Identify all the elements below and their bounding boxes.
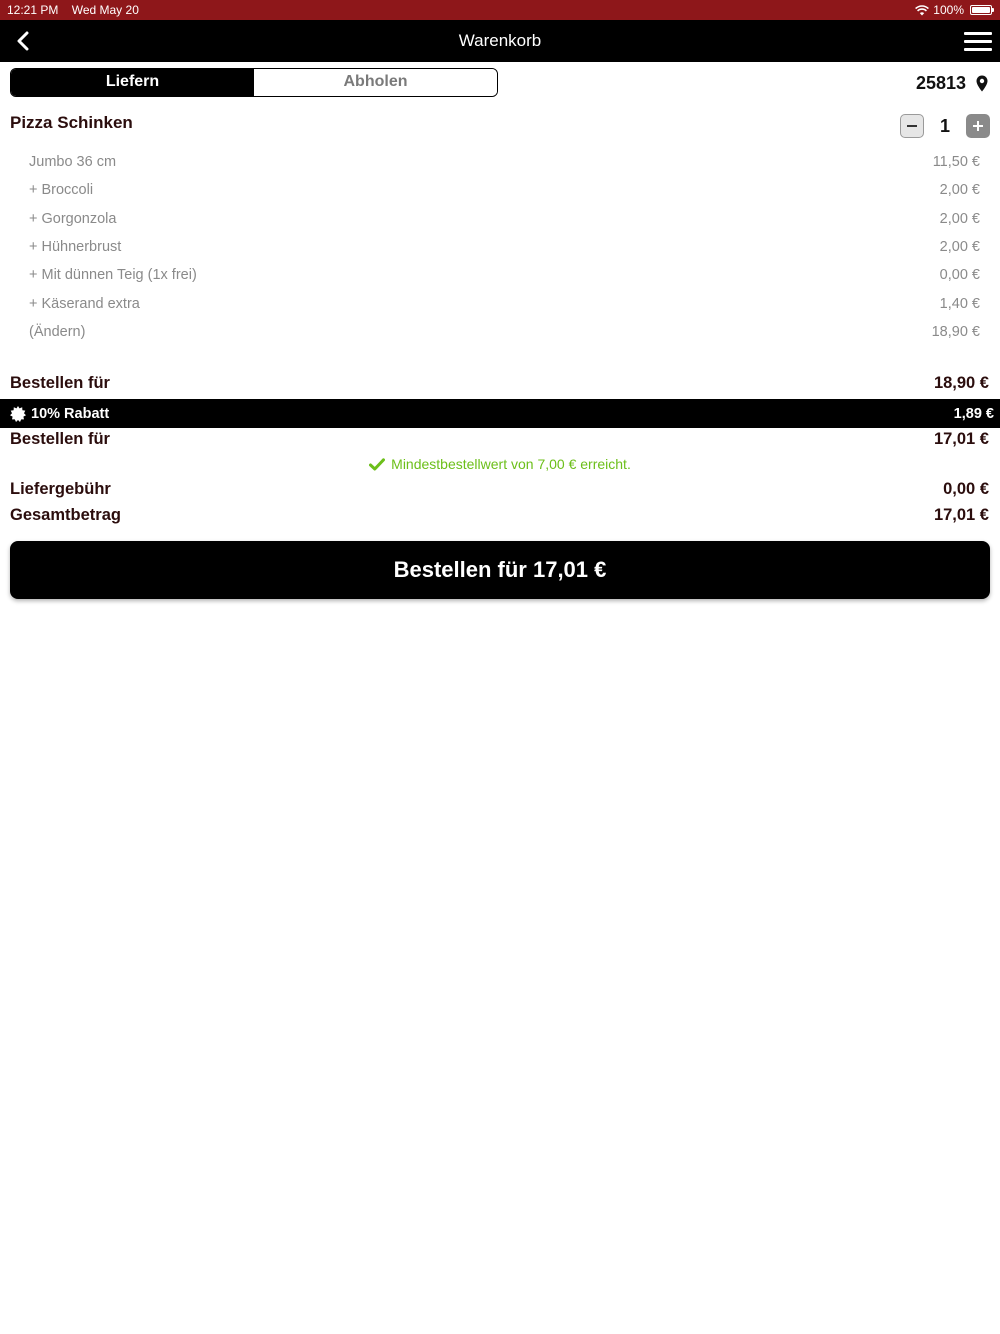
total-row: [10, 506, 989, 525]
place-order-button[interactable]: Bestellen für 17,01 €: [10, 541, 990, 599]
status-date: Wed May 20: [71, 3, 139, 17]
discounted-subtotal-value: 17,01 €: [933, 430, 989, 448]
option-price: 1,40 €: [939, 295, 980, 312]
min-order-text: Mindestbestellwert von 7,00 € erreicht.: [391, 456, 631, 472]
edit-item-link[interactable]: (Ändern): [29, 323, 86, 340]
option-row: [29, 176, 980, 204]
option-price: 2,00 €: [939, 210, 980, 227]
option-label: + Käserand extra: [29, 295, 140, 312]
discounted-subtotal-row: [10, 430, 989, 449]
item-total-price: 18,90 €: [931, 323, 980, 340]
tab-abholen[interactable]: Abholen: [254, 69, 497, 96]
discount-badge-icon: [10, 406, 26, 422]
quantity-value: 1: [939, 115, 950, 136]
status-time-date: [7, 0, 139, 20]
decrease-quantity-button[interactable]: [900, 114, 924, 138]
option-row: [29, 233, 980, 261]
option-row: [29, 261, 980, 289]
battery-icon: [970, 5, 992, 15]
status-indicators: [915, 0, 992, 20]
total-value: 17,01 €: [933, 506, 989, 524]
option-price: 11,50 €: [932, 154, 980, 171]
menu-button[interactable]: [964, 27, 992, 55]
option-row: [29, 148, 980, 176]
cart-item-options: [29, 148, 980, 346]
option-price: 2,00 €: [939, 239, 980, 256]
delivery-fee-label: Liefergebühr: [10, 480, 111, 498]
delivery-fee-value: 0,00 €: [943, 480, 989, 498]
discount-value: 1,89 €: [953, 405, 994, 422]
quantity-stepper: [900, 114, 990, 138]
status-time: 12:21 PM: [7, 3, 59, 17]
subtotal-label: Bestellen für: [10, 374, 110, 392]
battery-percent: 100%: [933, 3, 964, 17]
option-label: Jumbo 36 cm: [29, 154, 117, 171]
cart-item-name: Pizza Schinken: [10, 113, 133, 132]
option-label: + Gorgonzola: [29, 210, 117, 227]
tab-liefern[interactable]: Liefern: [11, 69, 254, 96]
subtotal-row: [10, 374, 989, 393]
navigation-bar: [0, 20, 1000, 62]
minus-icon: [906, 120, 918, 132]
zip-code: 25813: [915, 72, 966, 93]
option-row: [29, 318, 980, 346]
checkmark-icon: [369, 458, 385, 471]
delivery-fee-row: [10, 480, 989, 499]
plus-icon: [972, 120, 984, 132]
option-label: + Mit dünnen Teig (1x frei): [29, 267, 197, 284]
hamburger-menu-icon: [964, 32, 992, 35]
location-selector[interactable]: [916, 70, 988, 96]
option-price: 2,00 €: [939, 182, 980, 199]
option-label: + Hühnerbrust: [29, 239, 122, 256]
subtotal-value: 18,90 €: [933, 374, 989, 392]
page-title: Warenkorb: [458, 31, 542, 50]
discount-row: [0, 399, 1000, 428]
discount-label: 10% Rabatt: [31, 405, 110, 422]
map-pin-icon: [976, 75, 988, 92]
increase-quantity-button[interactable]: [966, 114, 990, 138]
wifi-icon: [915, 5, 929, 16]
delivery-mode-toggle: [10, 68, 498, 97]
option-label: + Broccoli: [29, 182, 94, 199]
discounted-subtotal-label: Bestellen für: [10, 430, 110, 448]
option-row: [29, 289, 980, 317]
total-label: Gesamtbetrag: [10, 506, 121, 524]
option-row: [29, 205, 980, 233]
status-bar: [0, 0, 1000, 20]
option-price: 0,00 €: [939, 267, 980, 284]
min-order-notice: [0, 456, 1000, 472]
